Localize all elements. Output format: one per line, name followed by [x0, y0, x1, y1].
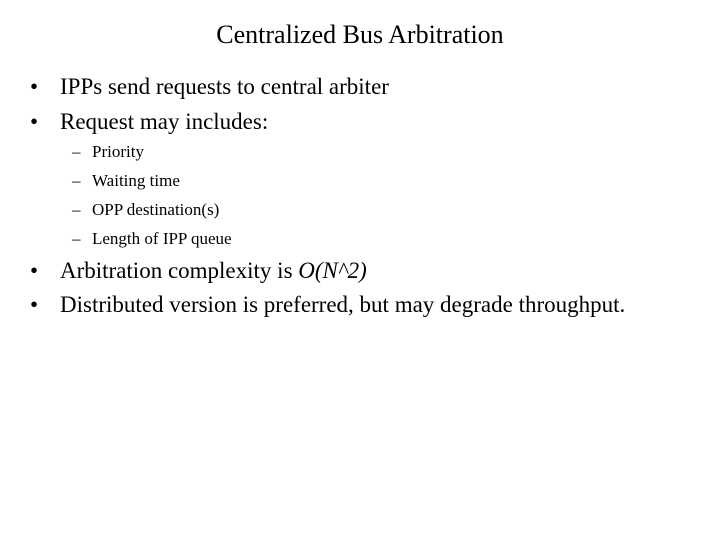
bullet-text: IPPs send requests to central arbiter — [60, 74, 389, 99]
sub-item — [72, 228, 232, 250]
sub-item-text: Priority — [92, 142, 144, 161]
slide-title: Centralized Bus Arbitration — [216, 20, 504, 49]
sub-item-text: Waiting time — [92, 171, 180, 190]
sub-item-text: Length of IPP queue — [92, 229, 232, 248]
sub-item — [72, 199, 219, 221]
bullet-item — [30, 291, 625, 319]
dash-icon: – — [72, 142, 81, 161]
complexity-expression: O(N^2) — [298, 258, 367, 283]
dash-icon: – — [72, 171, 81, 190]
bullet-text: Arbitration complexity is — [60, 258, 299, 283]
bullet-icon: • — [30, 258, 39, 283]
bullet-item — [30, 73, 389, 101]
bullet-text: Distributed version is preferred, but may degrade throughput. — [60, 292, 626, 317]
bullet-item — [30, 257, 367, 285]
sub-item — [72, 170, 180, 192]
bullet-text: Request may includes: — [60, 109, 269, 134]
dash-icon: – — [72, 200, 81, 219]
bullet-icon: • — [30, 109, 39, 134]
sub-item — [72, 141, 144, 163]
dash-icon: – — [72, 229, 81, 248]
bullet-icon: • — [30, 292, 39, 317]
bullet-item — [30, 108, 268, 136]
sub-item-text: OPP destination(s) — [92, 200, 220, 219]
bullet-icon: • — [30, 74, 39, 99]
